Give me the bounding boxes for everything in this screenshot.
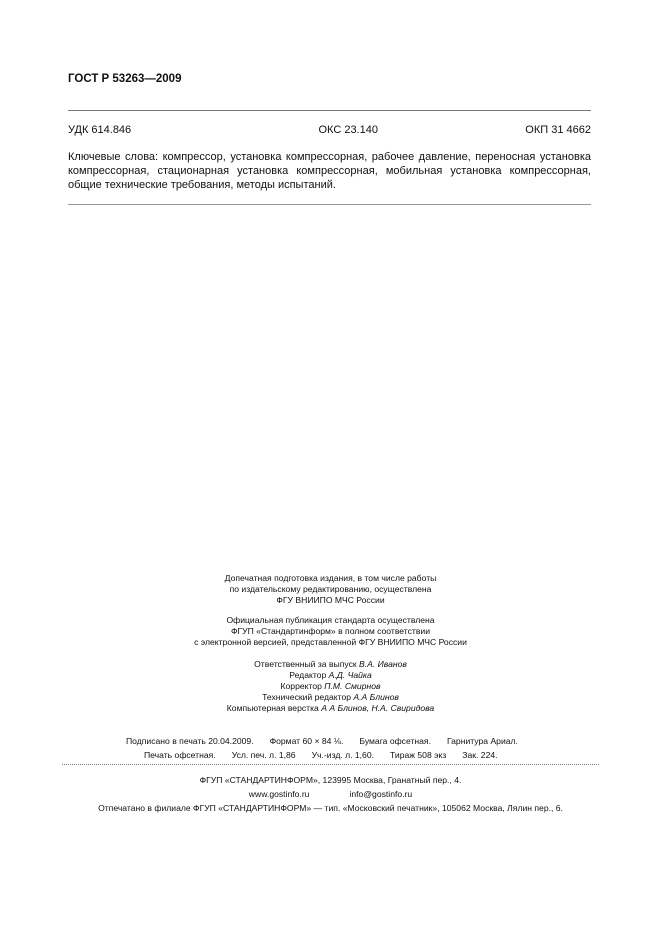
print-info: Уч.-изд. л. 1,60. <box>311 750 375 760</box>
okp-code: ОКП 31 4662 <box>525 124 591 136</box>
credit-name: В.А. Иванов <box>359 659 407 669</box>
document-title: ГОСТ Р 53263—2009 <box>68 73 182 85</box>
credit-name: А.А Блинов <box>353 692 399 702</box>
credit-line <box>100 692 561 703</box>
credit-name: А А Блинов, Н.А. Свиридова <box>321 703 435 713</box>
classification-codes <box>68 124 591 136</box>
credit-role: Редактор <box>289 670 327 680</box>
credit-name: А.Д. Чайка <box>328 670 372 680</box>
credit-role: Корректор <box>280 681 322 691</box>
credit-line <box>100 670 561 681</box>
publisher-address: ФГУП «СТАНДАРТИНФОРМ», 123995 Москва, Гранатный пер., 4. <box>199 775 462 785</box>
credit-line <box>100 703 561 714</box>
print-info: Гарнитура Ариал. <box>446 736 518 746</box>
print-info: Печать офсетная. <box>144 750 216 760</box>
divider <box>68 204 591 205</box>
credit-line <box>100 681 561 692</box>
print-info: Зак. 224. <box>462 750 498 760</box>
udk-code: УДК 614.846 <box>68 124 132 136</box>
divider <box>68 110 591 111</box>
print-info: Бумага офсетная. <box>359 736 431 746</box>
text-line: по издательскому редактированию, осуществлена <box>229 584 432 594</box>
credit-line <box>100 659 561 670</box>
text-line: с электронной версией, представленной ФГУ ВНИИПО МЧС России <box>194 637 467 647</box>
oks-code: ОКС 23.140 <box>318 124 378 136</box>
publisher-info <box>60 773 601 815</box>
print-info: Усл. печ. л. 1,86 <box>231 750 296 760</box>
text-line: ФГУ ВНИИПО МЧС России <box>276 595 385 605</box>
prep-info <box>100 573 561 606</box>
credit-role: Ответственный за выпуск <box>254 659 357 669</box>
text-line: Допечатная подготовка издания, в том числе работы <box>224 573 437 583</box>
print-info: Подписано в печать 20.04.2009. <box>126 736 254 746</box>
credit-role: Технический редактор <box>262 692 352 702</box>
printed-by: Отпечатано в филиале ФГУП «СТАНДАРТИНФОРМ» — тип. «Московский печатник», 105062 Москва, Лялин пер., 6. <box>98 803 563 813</box>
dotted-divider <box>62 764 599 765</box>
credits <box>100 659 561 714</box>
text-line: ФГУП «Стандартинформ» в полном соответствии <box>230 626 431 636</box>
email-link[interactable]: info@gostinfo.ru <box>349 789 413 799</box>
print-info-line2 <box>144 750 514 760</box>
print-info: Формат 60 × 84 ⅛. <box>269 736 344 746</box>
print-info: Тираж 508 экз <box>390 750 447 760</box>
official-publication <box>100 615 561 648</box>
print-info-line1 <box>126 736 534 746</box>
keywords: Ключевые слова: компрессор, установка компрессорная, рабочее давление, переносная установка компрессорная, стационарная установка компрессорная, мобильная установка компрессорная, общие технические требования, методы испытаний. <box>68 151 591 191</box>
credit-role: Компьютерная верстка <box>226 703 319 713</box>
text-line: Официальная публикация стандарта осуществлена <box>226 615 435 625</box>
credit-name: П.М. Смирнов <box>324 681 381 691</box>
website-link[interactable]: www.gostinfo.ru <box>248 789 310 799</box>
contacts <box>60 787 601 801</box>
